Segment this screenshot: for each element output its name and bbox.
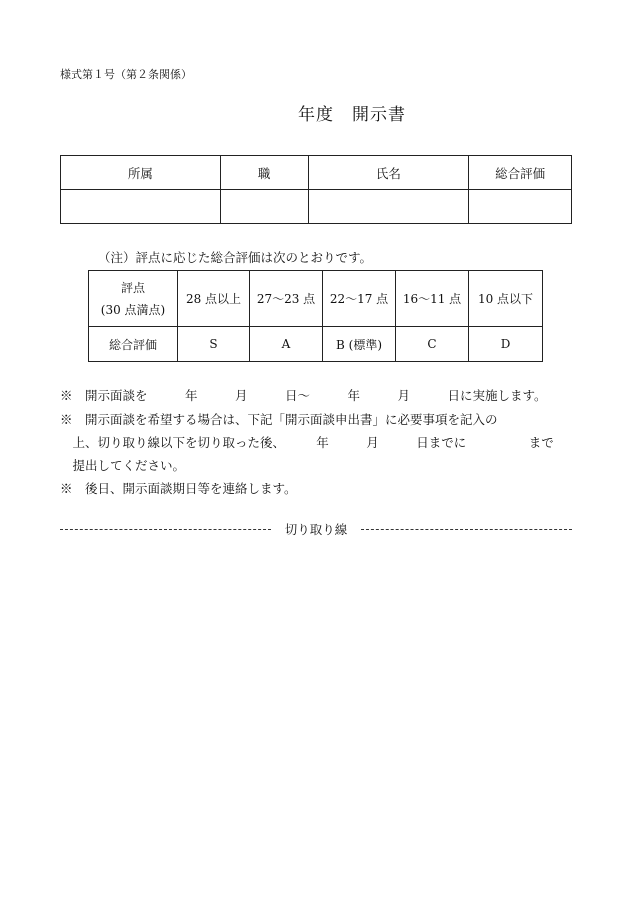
grade-header: 総合評価 — [89, 327, 178, 362]
cut-dash-left — [60, 529, 271, 530]
form-number: 様式第１号（第２条関係） — [60, 68, 192, 81]
cut-dash-right — [361, 529, 572, 530]
score-range-cell: 28 点以上 — [178, 271, 250, 327]
document-title: 年度 開示書 — [298, 105, 406, 125]
notice-line: ※ 開示面談を 年 月 日〜 年 月 日に実施します。 — [60, 388, 547, 403]
score-header-line1: 評点 — [120, 281, 145, 295]
score-range-cell: 16〜11 点 — [396, 271, 469, 327]
grade-cell: S — [178, 327, 250, 362]
score-header — [89, 271, 178, 327]
score-range-cell: 22〜17 点 — [323, 271, 396, 327]
header-overall-rating: 総合評価 — [469, 156, 572, 190]
position-field[interactable] — [220, 190, 308, 224]
notice-line: 上、切り取り線以下を切り取った後、 年 月 日までに まで — [60, 435, 554, 450]
grade-cell: C — [396, 327, 469, 362]
score-range-cell: 27〜23 点 — [250, 271, 323, 327]
note-text: （注）評点に応じた総合評価は次のとおりです。 — [98, 250, 373, 265]
overall-rating-field[interactable] — [469, 190, 572, 224]
notice-line: 提出してください。 — [60, 458, 186, 473]
affiliation-field[interactable] — [61, 190, 221, 224]
header-position: 職 — [220, 156, 308, 190]
grade-cell: B (標準) — [323, 327, 396, 362]
grade-cell: D — [469, 327, 543, 362]
notice-line: ※ 後日、開示面談期日等を連絡します。 — [60, 481, 297, 496]
info-table — [60, 155, 572, 224]
grade-table — [88, 270, 543, 362]
score-range-cell: 10 点以下 — [469, 271, 543, 327]
notice-line: ※ 開示面談を希望する場合は、下記「開示面談申出書」に必要事項を記入の — [60, 412, 498, 427]
grade-cell: A — [250, 327, 323, 362]
header-name: 氏名 — [308, 156, 469, 190]
name-field[interactable] — [308, 190, 469, 224]
cut-line — [60, 520, 572, 538]
header-affiliation: 所属 — [61, 156, 221, 190]
cut-line-label: 切り取り線 — [284, 522, 348, 537]
score-header-line2: (30 点満点) — [100, 303, 166, 317]
